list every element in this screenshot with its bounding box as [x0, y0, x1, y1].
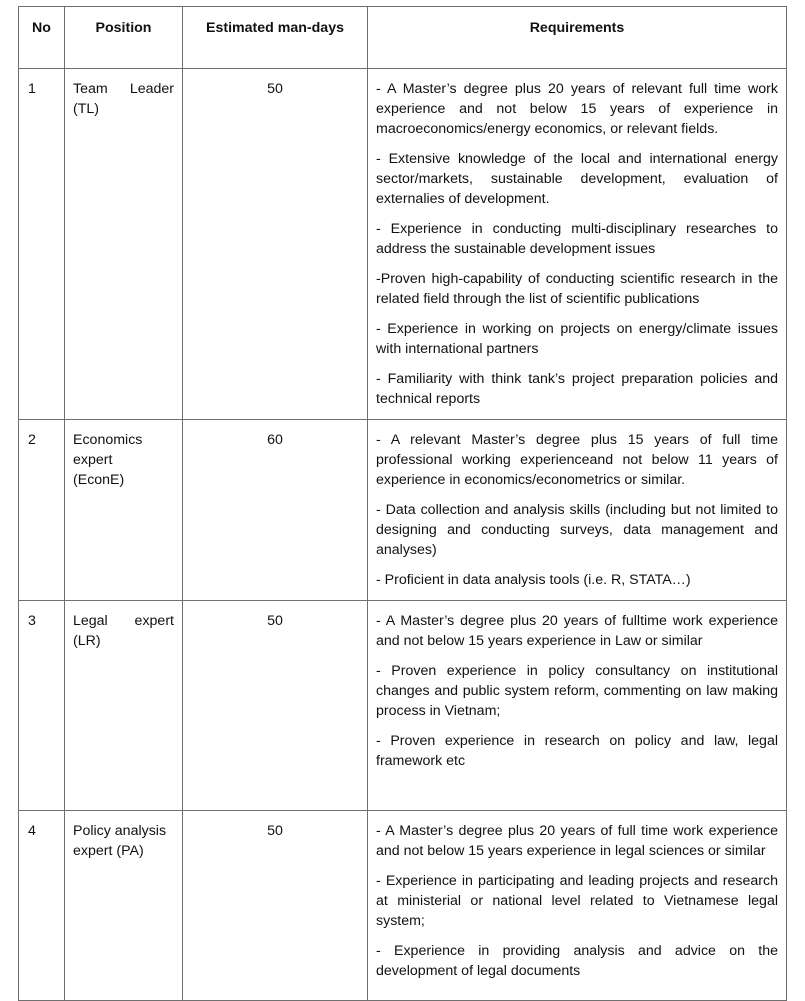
cell-requirements	[368, 420, 787, 601]
requirements-table	[18, 6, 787, 1001]
requirement-item: - Proficient in data analysis tools (i.e. R, STATA…)	[376, 572, 691, 588]
cell-position	[65, 69, 183, 420]
position-line: (TL)	[73, 101, 100, 117]
requirement-item: -Proven high-capability of conducting scientific research in the related field through the list of scientific publications	[376, 271, 778, 307]
cell-position	[65, 811, 183, 1001]
requirement-item: - Experience in working on projects on energy/climate issues with international partners	[376, 321, 778, 357]
requirement-item: - A Master’s degree plus 20 years of relevant full time work experience and not below 15 years of experience in macroeconomics/energy economics, or relevant fields.	[376, 81, 778, 137]
cell-days: 50	[183, 69, 368, 420]
table-row	[19, 69, 787, 420]
header-position: Position	[65, 7, 183, 69]
requirement-item: - Proven experience in research on policy and law, legal framework etc	[376, 733, 778, 769]
cell-no: 1	[19, 69, 65, 420]
position-line: (EconE)	[73, 472, 125, 488]
cell-no: 4	[19, 811, 65, 1001]
requirement-item: - A Master’s degree plus 20 years of fulltime work experience and not below 15 years experience in Law or similar	[376, 613, 778, 649]
table-row	[19, 601, 787, 811]
cell-position	[65, 601, 183, 811]
position-line: expert (PA)	[73, 843, 144, 859]
position-line: expert	[73, 452, 113, 468]
position-line: Policy analysis	[73, 823, 167, 839]
requirement-item: - Experience in providing analysis and advice on the development of legal documents	[376, 943, 778, 979]
header-days: Estimated man-days	[183, 7, 368, 69]
requirement-item: - Experience in conducting multi-disciplinary researches to address the sustainable development issues	[376, 221, 778, 257]
position-line: Team Leader	[73, 81, 174, 97]
requirement-item: - Extensive knowledge of the local and international energy sector/markets, sustainable development, evaluation of externalies of development.	[376, 151, 778, 207]
cell-requirements	[368, 811, 787, 1001]
table-header-row	[19, 7, 787, 69]
requirement-item: - A Master’s degree plus 20 years of full time work experience and not below 15 years experience in legal sciences or similar	[376, 823, 778, 859]
header-no: No	[19, 7, 65, 69]
position-line: Economics	[73, 432, 143, 448]
cell-days: 50	[183, 811, 368, 1001]
cell-requirements	[368, 601, 787, 811]
requirement-item: - Familiarity with think tank’s project preparation policies and technical reports	[376, 371, 778, 407]
cell-days: 60	[183, 420, 368, 601]
requirement-item: - Proven experience in policy consultancy on institutional changes and public system reform, commenting on law making process in Vietnam;	[376, 663, 778, 719]
cell-position	[65, 420, 183, 601]
requirement-item: - Experience in participating and leading projects and research at ministerial or national level related to Vietnamese legal system;	[376, 873, 778, 929]
requirement-item: - A relevant Master’s degree plus 15 years of full time professional working experienceand not below 11 years of experience in economics/econometrics or similar.	[376, 432, 778, 488]
cell-requirements	[368, 69, 787, 420]
cell-no: 3	[19, 601, 65, 811]
header-requirements: Requirements	[368, 7, 787, 69]
table-row	[19, 420, 787, 601]
cell-no: 2	[19, 420, 65, 601]
table-row	[19, 811, 787, 1001]
requirement-item: - Data collection and analysis skills (including but not limited to designing and conducting surveys, data management and analyses)	[376, 502, 778, 558]
cell-days: 50	[183, 601, 368, 811]
position-line: (LR)	[73, 633, 101, 649]
position-line: Legal expert	[73, 613, 174, 629]
